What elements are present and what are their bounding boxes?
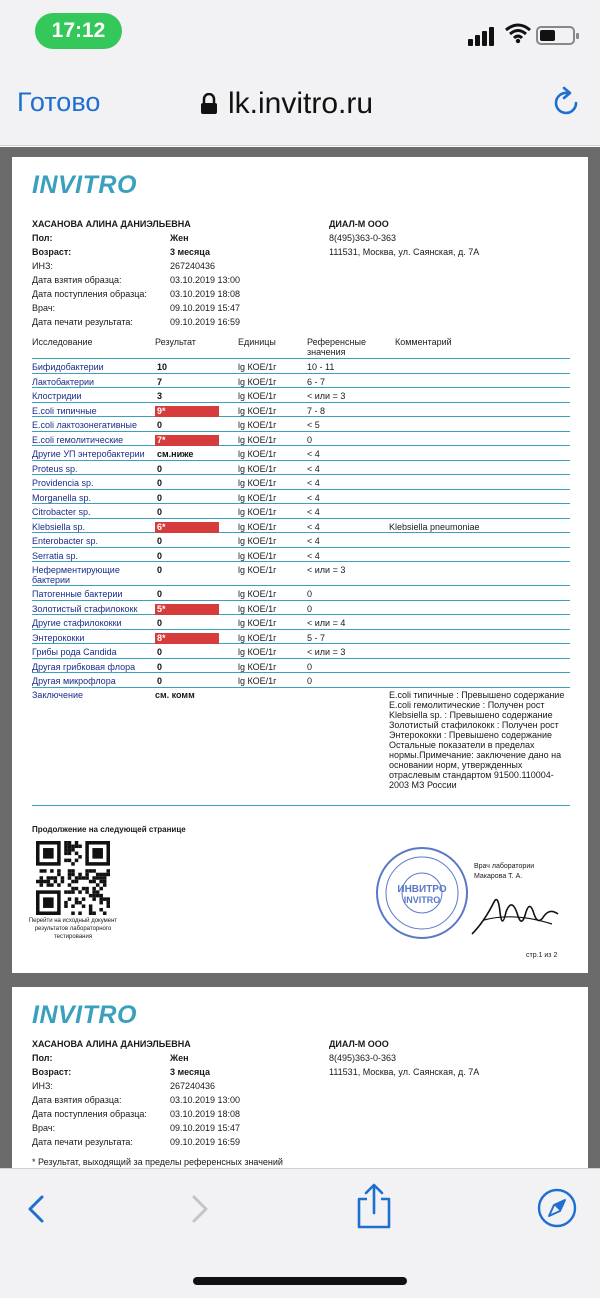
result-cell: 0 bbox=[157, 676, 163, 686]
units-cell: lg КОЕ/1г bbox=[238, 376, 277, 387]
conclusion-value: см. комм bbox=[155, 689, 195, 700]
table-row bbox=[32, 630, 570, 645]
patient-field-value: 03.10.2019 18:08 bbox=[170, 1109, 241, 1119]
patient-field-label: Дата печати результата: bbox=[32, 1137, 133, 1147]
result-cell: 0 bbox=[157, 420, 163, 430]
table-row bbox=[32, 519, 570, 534]
lock-icon bbox=[200, 93, 218, 115]
url-text: lk.invitro.ru bbox=[228, 87, 374, 120]
units-cell: lg КОЕ/1г bbox=[238, 589, 277, 599]
study-cell: Serratia sp. bbox=[32, 550, 79, 561]
table-row bbox=[32, 461, 570, 476]
doctor-signature-block bbox=[474, 862, 534, 882]
table-row bbox=[32, 615, 570, 630]
result-cell: 0 bbox=[157, 492, 163, 503]
result-cell: 0 bbox=[157, 463, 163, 474]
comment-cell: Klebsiella pneumoniae bbox=[389, 521, 480, 532]
status-bar bbox=[0, 0, 600, 62]
reference-cell: 0 bbox=[307, 603, 313, 614]
study-cell: Другие УП энтеробактерии bbox=[32, 449, 145, 459]
pdf-viewer[interactable] bbox=[0, 147, 600, 1168]
lab-phone: 8(495)363-0-363 bbox=[329, 233, 397, 243]
patient-field-value: 03.10.2019 13:00 bbox=[170, 1095, 241, 1105]
patient-field-label: ИНЗ: bbox=[32, 1081, 53, 1091]
patient-field-label: ИНЗ: bbox=[32, 261, 53, 271]
units-cell: lg КОЕ/1г bbox=[238, 550, 277, 561]
units-cell: lg КОЕ/1г bbox=[238, 603, 277, 614]
patient-name: ХАСАНОВА АЛИНА ДАНИЭЛЬЕВНА bbox=[32, 219, 191, 229]
study-cell: Неферментирующие бактерии bbox=[32, 565, 120, 585]
units-cell: lg КОЕ/1г bbox=[238, 632, 277, 643]
table-row bbox=[32, 432, 570, 447]
lab-stamp bbox=[374, 845, 470, 941]
header-reference: Референсные значения bbox=[307, 337, 366, 357]
status-time[interactable]: 17:12 bbox=[35, 13, 122, 49]
study-cell: Патогенные бактерии bbox=[32, 589, 123, 599]
lab-address-p2: 111531, Москва, ул. Саянская, д. 7А bbox=[329, 1067, 480, 1077]
table-row bbox=[32, 533, 570, 548]
table-row bbox=[32, 417, 570, 432]
table-row bbox=[32, 475, 570, 490]
study-cell: Morganella sp. bbox=[32, 492, 92, 503]
study-cell: Лактобактерии bbox=[32, 376, 95, 387]
study-cell: Другая грибковая флора bbox=[32, 661, 136, 672]
study-cell: Klebsiella sp. bbox=[32, 521, 86, 532]
reference-cell: < или = 3 bbox=[307, 391, 346, 401]
reference-cell: < или = 4 bbox=[307, 618, 346, 628]
share-icon[interactable] bbox=[353, 1183, 395, 1231]
units-cell: lg КОЕ/1г bbox=[238, 536, 277, 546]
units-cell: lg КОЕ/1г bbox=[238, 618, 277, 628]
patient-field-label: Дата поступления образца: bbox=[32, 1109, 147, 1119]
report-page-2 bbox=[12, 987, 588, 1168]
lab-info-p2 bbox=[329, 1039, 479, 1081]
patient-field-value: Жен bbox=[170, 233, 189, 243]
study-cell: E.coli гемолитические bbox=[32, 434, 124, 445]
study-cell: E.coli типичные bbox=[32, 405, 97, 416]
result-cell: 0 bbox=[157, 589, 163, 599]
patient-field-label: Пол: bbox=[32, 233, 53, 243]
continued-note: Продолжение на следующей странице bbox=[32, 825, 186, 834]
results-table-header bbox=[32, 331, 570, 359]
units-cell: lg КОЕ/1г bbox=[238, 676, 277, 686]
study-cell: Бифидобактерии bbox=[32, 362, 104, 372]
study-cell: Enterobacter sp. bbox=[32, 536, 99, 546]
units-cell: lg КОЕ/1г bbox=[238, 391, 277, 401]
patient-field-value: 09.10.2019 16:59 bbox=[170, 317, 241, 327]
conclusion-label: Заключение bbox=[32, 689, 83, 700]
units-cell: lg КОЕ/1г bbox=[238, 420, 277, 430]
units-cell: lg КОЕ/1г bbox=[238, 463, 277, 474]
result-cell: см.ниже bbox=[157, 449, 194, 459]
patient-field-value: 09.10.2019 16:59 bbox=[170, 1137, 241, 1147]
table-row bbox=[32, 548, 570, 563]
patient-field-label: Пол: bbox=[32, 1053, 53, 1063]
reload-icon[interactable] bbox=[550, 86, 582, 118]
study-cell: Providencia sp. bbox=[32, 478, 94, 488]
wifi-icon bbox=[505, 22, 531, 44]
study-cell: Другие стафилококки bbox=[32, 618, 122, 628]
reference-cell: < 4 bbox=[307, 507, 320, 517]
reference-cell: < 4 bbox=[307, 536, 320, 546]
units-cell: lg КОЕ/1г bbox=[238, 449, 277, 459]
study-cell: Citrobacter sp. bbox=[32, 507, 91, 517]
patient-field-label: Врач: bbox=[32, 1123, 56, 1133]
lab-phone-p2: 8(495)363-0-363 bbox=[329, 1053, 397, 1063]
doctor-signature bbox=[464, 882, 564, 942]
back-icon[interactable] bbox=[16, 1189, 56, 1229]
study-cell: Клостридии bbox=[32, 391, 82, 401]
reference-cell: < 4 bbox=[307, 492, 320, 503]
done-button[interactable]: Готово bbox=[17, 87, 101, 117]
table-row bbox=[32, 388, 570, 403]
result-cell: 8* bbox=[155, 633, 219, 644]
patient-field-value: Жен bbox=[170, 1053, 189, 1063]
patient-field-value: 267240436 bbox=[170, 261, 216, 271]
reference-cell: < 4 bbox=[307, 521, 320, 532]
reference-cell: < или = 3 bbox=[307, 647, 346, 657]
table-row bbox=[32, 586, 570, 601]
browser-nav-bar bbox=[0, 62, 600, 146]
home-indicator[interactable] bbox=[193, 1277, 407, 1285]
patient-field-value: 03.10.2019 13:00 bbox=[170, 275, 241, 285]
result-cell: 10 bbox=[157, 362, 168, 372]
study-cell: Proteus sp. bbox=[32, 463, 78, 474]
patient-field-label: Дата взятия образца: bbox=[32, 275, 122, 285]
table-row bbox=[32, 446, 570, 461]
units-cell: lg КОЕ/1г bbox=[238, 434, 277, 445]
units-cell: lg КОЕ/1г bbox=[238, 565, 277, 575]
invitro-logo-p2: INVITRO bbox=[32, 1001, 137, 1029]
reference-cell: 0 bbox=[307, 661, 313, 672]
forward-icon[interactable] bbox=[180, 1189, 220, 1229]
units-cell: lg КОЕ/1г bbox=[238, 492, 277, 503]
units-cell: lg КОЕ/1г bbox=[238, 362, 277, 372]
stamp-text: ИНВИТРО bbox=[397, 884, 447, 895]
invitro-logo: INVITRO bbox=[32, 171, 137, 199]
table-row bbox=[32, 601, 570, 616]
reference-cell: < 4 bbox=[307, 449, 320, 459]
table-row bbox=[32, 644, 570, 659]
study-cell: E.coli лактозонегативные bbox=[32, 420, 138, 430]
table-row bbox=[32, 374, 570, 389]
reference-cell: 0 bbox=[307, 676, 313, 686]
reference-cell: < 4 bbox=[307, 478, 320, 488]
units-cell: lg КОЕ/1г bbox=[238, 647, 277, 657]
reference-cell: < или = 3 bbox=[307, 565, 346, 575]
result-cell: 0 bbox=[157, 536, 163, 546]
reference-cell: 5 - 7 bbox=[307, 632, 326, 643]
lab-address: 111531, Москва, ул. Саянская, д. 7А bbox=[329, 247, 480, 257]
url-field[interactable] bbox=[200, 84, 373, 124]
units-cell: lg КОЕ/1г bbox=[238, 661, 277, 672]
reference-cell: 6 - 7 bbox=[307, 376, 326, 387]
cellular-signal-icon bbox=[468, 24, 498, 46]
table-row bbox=[32, 359, 570, 374]
patient-field-value: 3 месяца bbox=[170, 247, 210, 257]
battery-icon bbox=[536, 26, 575, 45]
result-cell: 0 bbox=[157, 478, 163, 488]
study-cell: Другая микрофлора bbox=[32, 676, 116, 686]
patient-field-value: 09.10.2019 15:47 bbox=[170, 303, 241, 313]
reference-cell: < 4 bbox=[307, 550, 320, 561]
patient-field-label: Возраст: bbox=[32, 1067, 72, 1077]
browser-toolbar bbox=[0, 1168, 600, 1298]
patient-field-value: 267240436 bbox=[170, 1081, 216, 1091]
units-cell: lg КОЕ/1г bbox=[238, 507, 277, 517]
result-cell: 7* bbox=[155, 435, 219, 446]
header-study: Исследование bbox=[32, 337, 93, 347]
doctor-name: Макарова Т. А. bbox=[474, 873, 523, 880]
table-row bbox=[32, 673, 570, 688]
result-cell: 0 bbox=[157, 661, 163, 672]
patient-field-label: Возраст: bbox=[32, 247, 72, 257]
qr-code[interactable] bbox=[36, 841, 110, 915]
table-row bbox=[32, 562, 570, 586]
result-cell: 0 bbox=[157, 550, 163, 561]
result-cell: 9* bbox=[155, 406, 219, 417]
header-comment: Комментарий bbox=[395, 337, 452, 347]
conclusion-row bbox=[32, 688, 570, 806]
study-cell: Грибы рода Candida bbox=[32, 647, 117, 657]
study-cell: Золотистый стафилококк bbox=[32, 603, 138, 614]
result-cell: 0 bbox=[157, 507, 163, 517]
patient-name-p2: ХАСАНОВА АЛИНА ДАНИЭЛЬЕВНА bbox=[32, 1039, 191, 1049]
reference-cell: 0 bbox=[307, 434, 313, 445]
patient-field-value: 09.10.2019 15:47 bbox=[170, 1123, 241, 1133]
result-cell: 0 bbox=[157, 618, 163, 628]
table-row bbox=[32, 403, 570, 418]
result-cell: 0 bbox=[157, 647, 163, 657]
result-cell: 0 bbox=[157, 565, 163, 575]
patient-field-label: Дата взятия образца: bbox=[32, 1095, 122, 1105]
units-cell: lg КОЕ/1г bbox=[238, 478, 277, 488]
table-row bbox=[32, 490, 570, 505]
patient-field-value: 03.10.2019 18:08 bbox=[170, 289, 241, 299]
result-cell: 5* bbox=[155, 604, 219, 615]
patient-field-label: Дата печати результата: bbox=[32, 317, 133, 327]
header-result: Результат bbox=[155, 337, 196, 347]
qr-caption: Перейти на исходный документ результатов лабораторного тестирования bbox=[28, 918, 118, 940]
reference-cell: 7 - 8 bbox=[307, 405, 326, 416]
reference-cell: < 5 bbox=[307, 420, 320, 430]
patient-field-label: Врач: bbox=[32, 303, 56, 313]
safari-compass-icon[interactable] bbox=[536, 1187, 578, 1229]
report-page-1 bbox=[12, 157, 588, 973]
stamp-logo-text: INVITRO bbox=[403, 895, 441, 905]
lab-info bbox=[329, 219, 479, 261]
doctor-title: Врач лаборатории bbox=[474, 863, 535, 870]
reference-cell: 0 bbox=[307, 589, 313, 599]
patient-field-label: Дата поступления образца: bbox=[32, 289, 147, 299]
patient-field-value: 3 месяца bbox=[170, 1067, 210, 1077]
result-cell: 6* bbox=[155, 522, 219, 533]
result-cell: 7 bbox=[157, 376, 163, 387]
reference-cell: 10 - 11 bbox=[307, 362, 335, 372]
table-row bbox=[32, 659, 570, 674]
page-number: стр.1 из 2 bbox=[526, 952, 558, 959]
conclusion-comment: E.coli типичные : Превышено содержание E.coli гемолитические : Получен рост Klebsiella sp. : Превышено содержание Золотистый стафилококк : Получен рост Энтерококки : Превышено содержание Остальные показатели в пределах нормы.Примечание: заключение дано на основании норм, утвержденных отраслевым стандартом 91500.110004-2003 МЗ России bbox=[389, 689, 565, 790]
study-cell: Энтерококки bbox=[32, 632, 85, 643]
table-row bbox=[32, 504, 570, 519]
units-cell: lg КОЕ/1г bbox=[238, 405, 277, 416]
result-cell: 3 bbox=[157, 391, 163, 401]
reference-cell: < 4 bbox=[307, 463, 320, 474]
lab-name-p2: ДИАЛ-М ООО bbox=[329, 1039, 389, 1049]
footnote: * Результат, выходящий за пределы референсных значений bbox=[32, 1157, 283, 1167]
header-units: Единицы bbox=[238, 337, 276, 347]
units-cell: lg КОЕ/1г bbox=[238, 521, 277, 532]
lab-name: ДИАЛ-М ООО bbox=[329, 219, 389, 229]
